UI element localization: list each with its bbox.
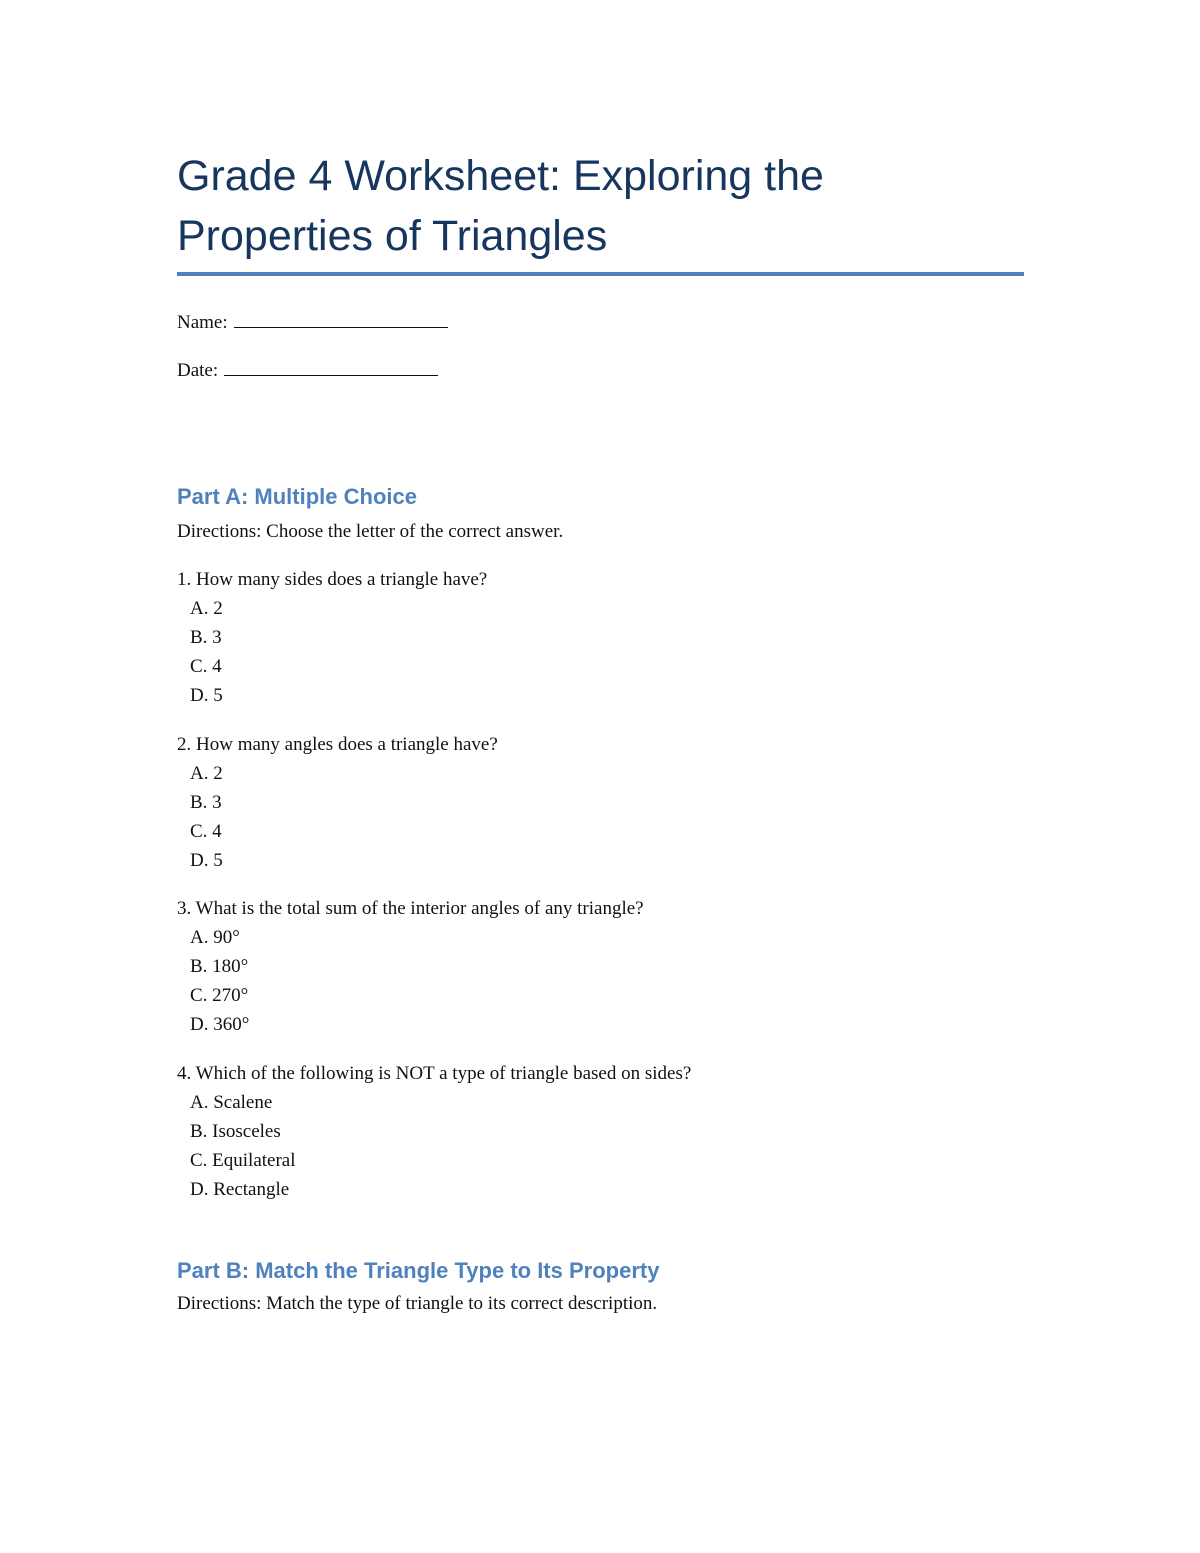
name-blank-line	[234, 309, 448, 328]
question-4	[177, 1062, 1025, 1207]
name-label: Name:	[177, 312, 228, 333]
part-b-directions: Directions: Match the type of triangle to its correct description.	[177, 1293, 658, 1314]
part-a-directions: Directions: Choose the letter of the correct answer.	[177, 521, 564, 542]
date-label: Date:	[177, 360, 219, 381]
part-b-heading: Part B: Match the Triangle Type to Its Property	[177, 1258, 660, 1283]
answer-option-d: D. 5	[190, 685, 223, 706]
answer-option-a: A. 90°	[190, 927, 240, 948]
answer-option-c: C. Equilateral	[190, 1150, 296, 1171]
date-blank-line	[224, 357, 438, 376]
answer-option-a: A. 2	[190, 598, 223, 619]
worksheet-page	[177, 0, 1025, 1553]
title-underline	[177, 272, 1024, 276]
answer-option-a: A. Scalene	[190, 1092, 273, 1113]
answer-option-c: C. 4	[190, 821, 222, 842]
date-field	[177, 357, 438, 383]
answer-option-b: B. 180°	[190, 956, 249, 977]
answer-option-b: B. Isosceles	[190, 1121, 281, 1142]
question-2	[177, 733, 1025, 878]
answer-option-c: C. 4	[190, 656, 222, 677]
question-3	[177, 897, 1025, 1042]
answer-option-b: B. 3	[190, 792, 222, 813]
name-field	[177, 309, 448, 335]
part-a-heading: Part A: Multiple Choice	[177, 484, 417, 509]
worksheet-title: Grade 4 Worksheet: Exploring the Properties of Triangles	[177, 152, 824, 260]
answer-option-a: A. 2	[190, 763, 223, 784]
answer-option-d: D. 360°	[190, 1014, 250, 1035]
question-text: 1. How many sides does a triangle have?	[177, 569, 488, 590]
question-1	[177, 568, 1025, 713]
question-text: 2. How many angles does a triangle have?	[177, 734, 498, 755]
answer-option-b: B. 3	[190, 627, 222, 648]
answer-option-d: D. Rectangle	[190, 1179, 290, 1200]
question-text: 4. Which of the following is NOT a type of triangle based on sides?	[177, 1063, 692, 1084]
answer-option-c: C. 270°	[190, 985, 249, 1006]
answer-option-d: D. 5	[190, 850, 223, 871]
question-text: 3. What is the total sum of the interior angles of any triangle?	[177, 898, 644, 919]
